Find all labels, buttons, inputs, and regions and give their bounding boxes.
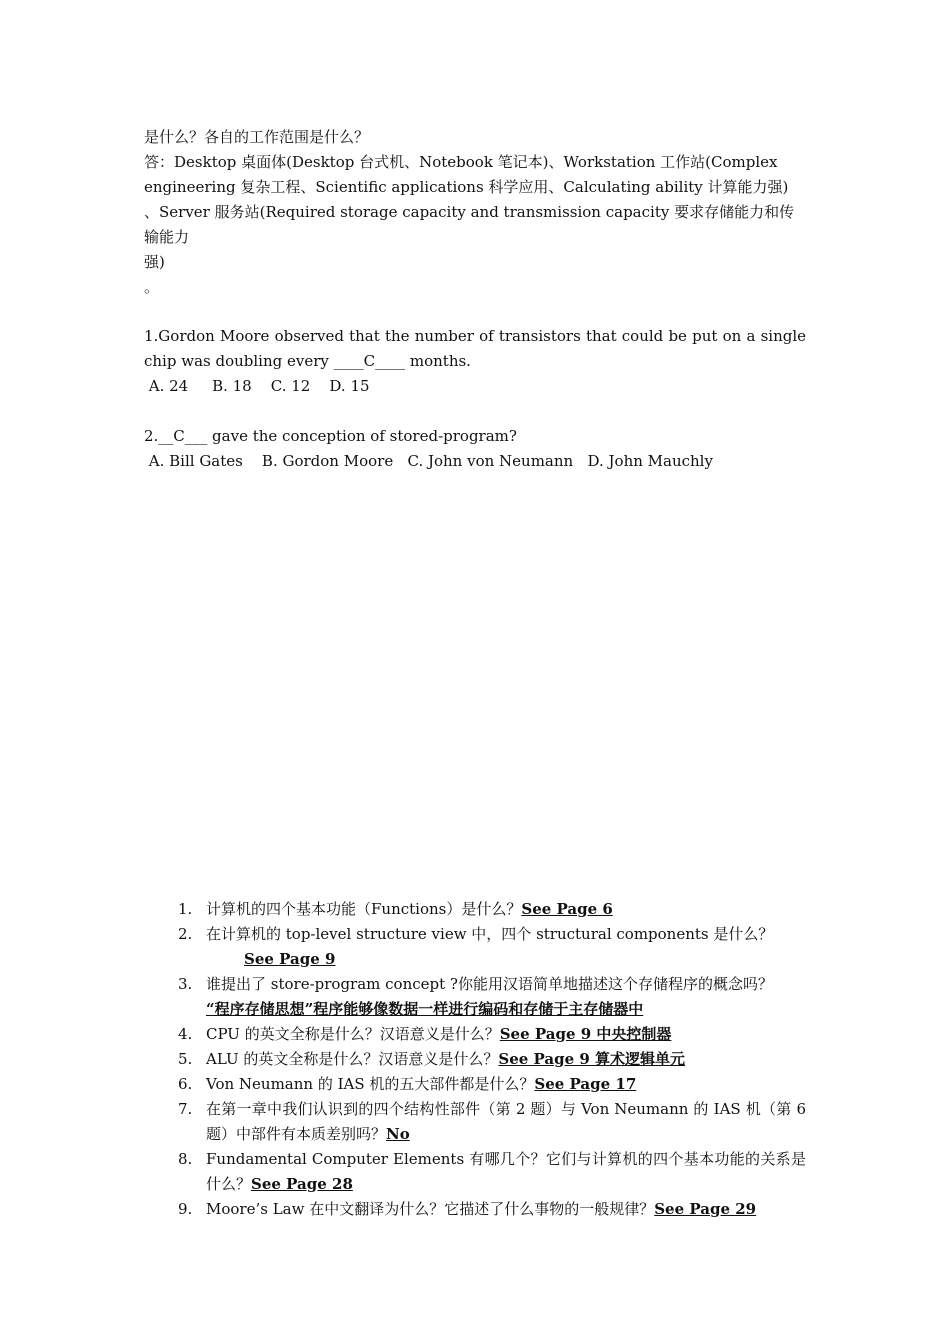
mcq-1	[144, 324, 806, 399]
list-item	[144, 897, 806, 922]
item-text: 在第一章中我们认识到的四个结构性部件（第 2 题）与 Von Neumann 的 IAS 机（第 6 题）中部件有本质差别吗？	[206, 1100, 806, 1143]
item-number: 5.	[178, 1050, 193, 1068]
mcq-stem: 1.Gordon Moore observed that the number of transistors that could be put on a single chip was doubling every ____C____ months.	[144, 327, 806, 370]
item-number: 7.	[178, 1100, 193, 1118]
item-number: 8.	[178, 1150, 193, 1168]
answer-line-2: engineering 复杂工程、Scientific applications 科学应用、Calculating ability 计算能力强)	[144, 178, 789, 196]
list-item	[144, 972, 806, 1022]
item-answer: See Page 9	[244, 950, 336, 968]
list-item	[144, 1072, 806, 1097]
list-item	[144, 1197, 806, 1222]
item-text: 在计算机的 top-level structure view 中，四个 structural components 是什么？	[206, 925, 774, 943]
mcq-2	[144, 424, 806, 474]
item-text: ALU 的英文全称是什么？汉语意义是什么？	[206, 1050, 499, 1068]
item-answer: No	[386, 1125, 410, 1143]
answer-line-4: 强)	[144, 253, 165, 271]
item-answer: See Page 6	[521, 900, 613, 918]
answer-period: 。	[144, 278, 160, 296]
mcq-options: A. 24 B. 18 C. 12 D. 15	[144, 377, 370, 395]
list-item	[144, 922, 806, 972]
item-answer: “程序存储思想”程序能够像数据一样进行编码和存储于主存储器中	[206, 1000, 644, 1018]
intro-section	[144, 125, 806, 300]
item-number: 1.	[178, 900, 193, 918]
item-text: Fundamental Computer Elements 有哪几个？它们与计算机的四个基本功能的关系是什么？	[206, 1150, 806, 1193]
item-answer: See Page 28	[251, 1175, 353, 1193]
item-answer: See Page 17	[534, 1075, 637, 1093]
list-item	[144, 1097, 806, 1147]
item-number: 9.	[178, 1200, 193, 1218]
list-item	[144, 1047, 806, 1072]
answer-line-3: 、Server 服务站(Required storage capacity and transmission capacity 要求存储能力和传输能力	[144, 203, 795, 246]
answer-line-1: 答：Desktop 桌面体(Desktop 台式机、Notebook 笔记本)、Workstation 工作站(Complex	[144, 153, 778, 171]
mcq-stem: 2.__C___ gave the conception of stored-program?	[144, 427, 517, 445]
item-number: 3.	[178, 975, 193, 993]
item-number: 4.	[178, 1025, 193, 1043]
mcq-options: A. Bill Gates B. Gordon Moore C. John von Neumann D. John Mauchly	[144, 452, 713, 470]
item-number: 6.	[178, 1075, 193, 1093]
item-answer: See Page 29	[654, 1200, 757, 1218]
item-answer: See Page 9 中央控制器	[499, 1025, 672, 1043]
item-text: Von Neumann 的 IAS 机的五大部件都是什么？	[206, 1075, 535, 1093]
item-text: 谁提出了 store-program concept ?你能用汉语简单地描述这个存储程序的概念吗？	[206, 975, 773, 993]
question-list	[144, 897, 806, 1222]
item-text: Moore’s Law 在中文翻译为什么？它描述了什么事物的一般规律？	[206, 1200, 655, 1218]
question-tail: 是什么？各自的工作范围是什么？	[144, 128, 370, 146]
list-item	[144, 1147, 806, 1197]
item-number: 2.	[178, 925, 193, 943]
list-item	[144, 1022, 806, 1047]
item-text: CPU 的英文全称是什么？汉语意义是什么？	[206, 1025, 500, 1043]
item-text: 计算机的四个基本功能（Functions）是什么？	[206, 900, 522, 918]
item-answer: See Page 9 算术逻辑单元	[498, 1050, 686, 1068]
